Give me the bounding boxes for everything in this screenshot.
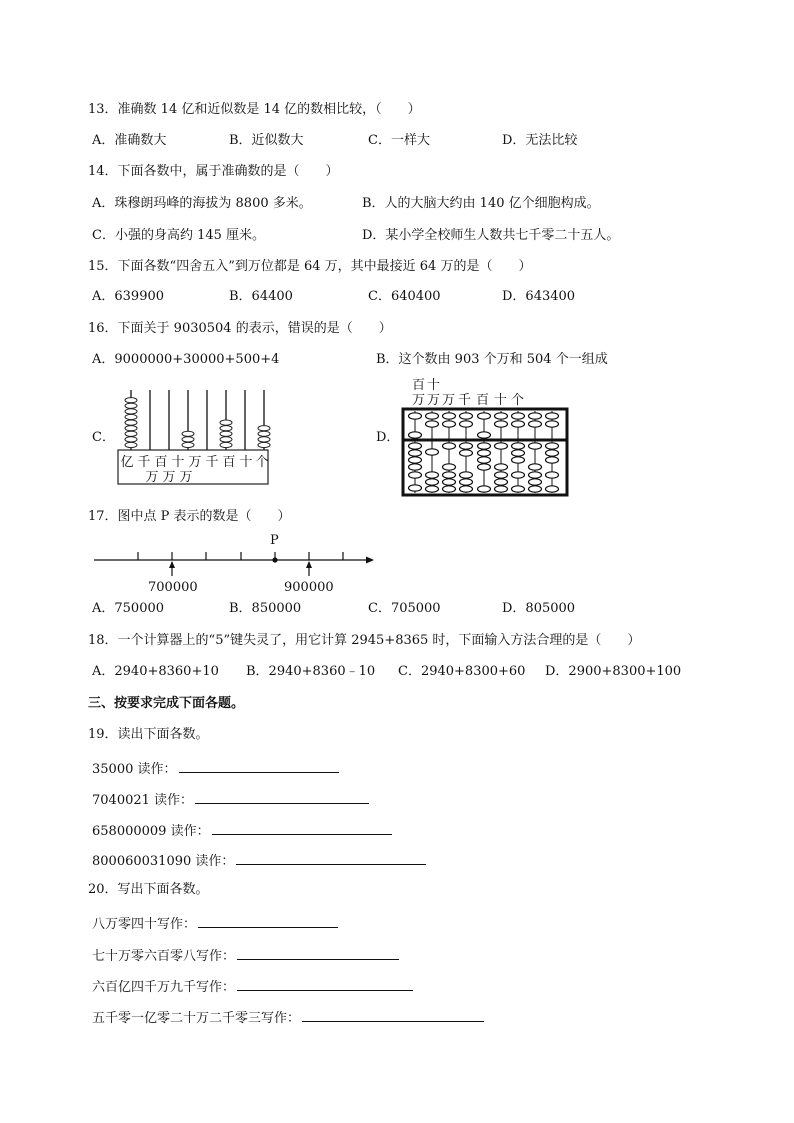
place-label: 万 bbox=[412, 393, 426, 408]
abacus-bead bbox=[495, 413, 508, 419]
abacus-bead bbox=[460, 413, 473, 419]
answer-blank[interactable] bbox=[179, 759, 339, 773]
abacus-bead bbox=[409, 443, 422, 449]
abacus-bead bbox=[546, 486, 559, 492]
q16-stem: 16．下面关于 9030504 的表示，错误的是（ ） bbox=[88, 321, 392, 336]
abacus-bead bbox=[478, 432, 491, 438]
abacus-bead bbox=[460, 450, 473, 456]
abacus-bead bbox=[529, 479, 542, 485]
arrow-up-icon bbox=[169, 561, 175, 568]
abacus-bead bbox=[512, 413, 525, 419]
q18-option-c: C．2940+8300+60 bbox=[398, 664, 526, 679]
q17-stem: 17．图中点 P 表示的数是（ ） bbox=[88, 509, 291, 524]
abacus-bead bbox=[512, 443, 525, 449]
place-label: 千 bbox=[137, 455, 151, 470]
abacus-bead bbox=[512, 450, 525, 456]
abacus-bead bbox=[409, 472, 422, 478]
abacus-bead bbox=[460, 486, 473, 492]
point-p bbox=[272, 557, 277, 562]
abacus-bead bbox=[125, 403, 137, 408]
arrow-head-icon bbox=[366, 557, 374, 564]
abacus-bead bbox=[426, 479, 439, 485]
place-sub-label: 万 bbox=[145, 470, 159, 485]
q13-option-a: A．准确数大 bbox=[92, 133, 167, 148]
q19-item-label: 7040021 读作： bbox=[92, 793, 194, 808]
place-label: 亿 bbox=[120, 455, 134, 470]
abacus-bead bbox=[409, 457, 422, 463]
q19-item-label: 35000 读作： bbox=[92, 762, 177, 777]
abacus-bead bbox=[512, 472, 525, 478]
abacus-bead bbox=[495, 443, 508, 449]
answer-blank[interactable] bbox=[212, 821, 392, 835]
q13-option-c: C．一样大 bbox=[368, 133, 430, 148]
q20-item-label: 六百亿四千万九千写作： bbox=[92, 980, 236, 995]
abacus-bead bbox=[125, 414, 137, 419]
q18-stem: 18．一个计算器上的“5”键失灵了，用它计算 2945+8365 时，下面输入方法合理的是（ ） bbox=[88, 633, 641, 648]
abacus-bead bbox=[443, 413, 456, 419]
abacus-bead bbox=[460, 472, 473, 478]
abacus-d-figure bbox=[398, 376, 570, 498]
abacus-bead bbox=[546, 457, 559, 463]
abacus-bead bbox=[495, 486, 508, 492]
abacus-bead bbox=[220, 420, 232, 425]
answer-blank[interactable] bbox=[198, 914, 338, 928]
place-label: 千 bbox=[458, 393, 472, 408]
place-label: 万 bbox=[188, 455, 202, 470]
q15-option-a: A．639900 bbox=[92, 289, 165, 304]
abacus-bead bbox=[478, 443, 491, 449]
place-label: 千 bbox=[205, 455, 219, 470]
abacus-bead bbox=[443, 486, 456, 492]
q13-stem: 13．准确数 14 亿和近似数是 14 亿的数相比较，（ ） bbox=[88, 102, 421, 117]
abacus-bead bbox=[220, 431, 232, 436]
abacus-bead bbox=[182, 442, 194, 447]
q16-option-a: A．9000000+30000+500+4 bbox=[92, 352, 280, 367]
abacus-bead bbox=[512, 421, 525, 427]
abacus-bead bbox=[546, 413, 559, 419]
abacus-bead bbox=[426, 421, 439, 427]
abacus-bead bbox=[182, 437, 194, 442]
abacus-bead bbox=[443, 479, 456, 485]
q19-item bbox=[92, 790, 369, 809]
q14-option-a: A．珠穆朗玛峰的海拔为 8800 多米。 bbox=[92, 196, 312, 211]
abacus-bead bbox=[258, 431, 270, 436]
q20-item bbox=[92, 977, 413, 996]
abacus-bead bbox=[409, 413, 422, 419]
q19-item bbox=[92, 759, 339, 778]
arrow-up-icon bbox=[306, 561, 312, 568]
abacus-bead bbox=[220, 442, 232, 447]
abacus-bead bbox=[125, 437, 137, 442]
abacus-bead bbox=[546, 472, 559, 478]
place-label: 万 bbox=[427, 393, 441, 408]
abacus-bead bbox=[443, 472, 456, 478]
abacus-bead bbox=[478, 457, 491, 463]
abacus-bead bbox=[125, 409, 137, 414]
abacus-bead bbox=[125, 420, 137, 425]
abacus-bead bbox=[529, 421, 542, 427]
q18-option-a: A．2940+8360+10 bbox=[92, 664, 219, 679]
abacus-bead bbox=[182, 431, 194, 436]
place-label: 十 bbox=[239, 455, 253, 470]
q19-stem: 19．读出下面各数。 bbox=[88, 727, 209, 742]
abacus-bead bbox=[409, 432, 422, 438]
answer-blank[interactable] bbox=[195, 790, 369, 804]
abacus-bead bbox=[478, 450, 491, 456]
abacus-bead bbox=[426, 413, 439, 419]
q16-option-d: D． bbox=[376, 430, 400, 445]
q13-option-b: B．近似数大 bbox=[229, 133, 304, 148]
q19-item bbox=[92, 851, 426, 870]
abacus-bead bbox=[478, 413, 491, 419]
tick-label-900000: 900000 bbox=[284, 580, 334, 595]
place-label: 百 bbox=[154, 455, 168, 470]
abacus-bead bbox=[460, 421, 473, 427]
abacus-bead bbox=[529, 464, 542, 470]
abacus-bead bbox=[258, 426, 270, 431]
abacus-bead bbox=[478, 464, 491, 470]
abacus-bead bbox=[529, 413, 542, 419]
q14-stem: 14．下面各数中，属于准确数的是（ ） bbox=[88, 164, 339, 179]
q20-item bbox=[92, 946, 399, 965]
abacus-bead bbox=[529, 443, 542, 449]
abacus-bead bbox=[409, 464, 422, 470]
abacus-bead bbox=[529, 486, 542, 492]
abacus-bead bbox=[443, 464, 456, 470]
point-p-label: P bbox=[270, 533, 279, 548]
abacus-bead bbox=[512, 486, 525, 492]
q18-option-d: D．2900+8300+100 bbox=[545, 664, 682, 679]
abacus-bead bbox=[460, 443, 473, 449]
abacus-bead bbox=[495, 421, 508, 427]
abacus-bead bbox=[546, 450, 559, 456]
answer-blank[interactable] bbox=[236, 851, 426, 865]
place-label: 万 bbox=[442, 393, 456, 408]
abacus-bead bbox=[546, 443, 559, 449]
place-label: 十 bbox=[494, 393, 508, 408]
q17-option-d: D．805000 bbox=[502, 601, 576, 616]
abacus-bead bbox=[125, 431, 137, 436]
abacus-bead bbox=[529, 472, 542, 478]
top-label: 十 bbox=[427, 378, 441, 393]
q20-item-label: 八万零四十写作： bbox=[92, 917, 197, 932]
top-label: 百 bbox=[412, 378, 426, 393]
q19-item bbox=[92, 821, 392, 840]
abacus-bead bbox=[409, 450, 422, 456]
q14-option-c: C．小强的身高约 145 厘米。 bbox=[92, 228, 266, 243]
abacus-bead bbox=[220, 426, 232, 431]
q14-option-b: B．人的大脑大约由 140 亿个细胞构成。 bbox=[362, 196, 600, 211]
abacus-bead bbox=[125, 398, 137, 403]
abacus-bead bbox=[546, 421, 559, 427]
abacus-bead bbox=[258, 442, 270, 447]
q20-stem: 20．写出下面各数。 bbox=[88, 882, 209, 897]
q16-option-b: B．这个数由 903 个万和 504 个一组成 bbox=[376, 352, 608, 367]
answer-blank[interactable] bbox=[302, 1008, 484, 1022]
place-label: 个 bbox=[511, 393, 525, 408]
abacus-bead bbox=[460, 479, 473, 485]
q16-option-c: C． bbox=[92, 430, 115, 445]
abacus-bead bbox=[478, 486, 491, 492]
q19-item-label: 658000009 读作： bbox=[92, 824, 210, 839]
place-label: 十 bbox=[171, 455, 185, 470]
tick-label-700000: 700000 bbox=[148, 580, 198, 595]
abacus-bead bbox=[409, 485, 422, 491]
abacus-bead bbox=[495, 472, 508, 478]
q20-item bbox=[92, 1008, 484, 1027]
q18-option-b: B．2940+8360﹣10 bbox=[246, 664, 376, 679]
place-sub-label: 万 bbox=[179, 470, 193, 485]
abacus-bead bbox=[426, 472, 439, 478]
section-3-heading: 三、按要求完成下面各题。 bbox=[88, 696, 245, 711]
q15-stem: 15．下面各数“四舍五入”到万位都是 64 万，其中最接近 64 万的是（ ） bbox=[88, 259, 532, 274]
abacus-bead bbox=[443, 443, 456, 449]
place-label: 个 bbox=[255, 455, 269, 470]
q19-item-label: 800060031090 读作： bbox=[92, 854, 235, 869]
place-label: 百 bbox=[222, 455, 236, 470]
q20-item-label: 五千零一亿零二十万二千零三写作： bbox=[92, 1011, 301, 1026]
abacus-bead bbox=[512, 457, 525, 463]
q14-option-d: D．某小学全校师生人数共七千零二十五人。 bbox=[362, 228, 620, 243]
q20-item-label: 七十万零六百零八写作： bbox=[92, 949, 236, 964]
abacus-bead bbox=[495, 479, 508, 485]
q13-option-d: D．无法比较 bbox=[502, 133, 578, 148]
place-label: 百 bbox=[476, 393, 490, 408]
abacus-bead bbox=[125, 442, 137, 447]
abacus-bead bbox=[495, 464, 508, 470]
place-sub-label: 万 bbox=[162, 470, 176, 485]
abacus-bead bbox=[443, 421, 456, 427]
q15-option-c: C．640400 bbox=[368, 289, 441, 304]
abacus-bead bbox=[426, 486, 439, 492]
number-line-figure bbox=[92, 530, 382, 596]
answer-blank[interactable] bbox=[237, 977, 413, 991]
abacus-bead bbox=[258, 437, 270, 442]
q15-option-b: B．64400 bbox=[229, 289, 293, 304]
q17-option-b: B．850000 bbox=[229, 601, 302, 616]
abacus-bead bbox=[426, 449, 439, 455]
q17-option-a: A．750000 bbox=[92, 601, 165, 616]
q20-item bbox=[92, 914, 338, 933]
abacus-c-figure bbox=[112, 388, 274, 488]
q17-option-c: C．705000 bbox=[368, 601, 441, 616]
q15-option-d: D．643400 bbox=[502, 289, 576, 304]
answer-blank[interactable] bbox=[237, 946, 399, 960]
abacus-bead bbox=[220, 437, 232, 442]
abacus-bead bbox=[125, 426, 137, 431]
